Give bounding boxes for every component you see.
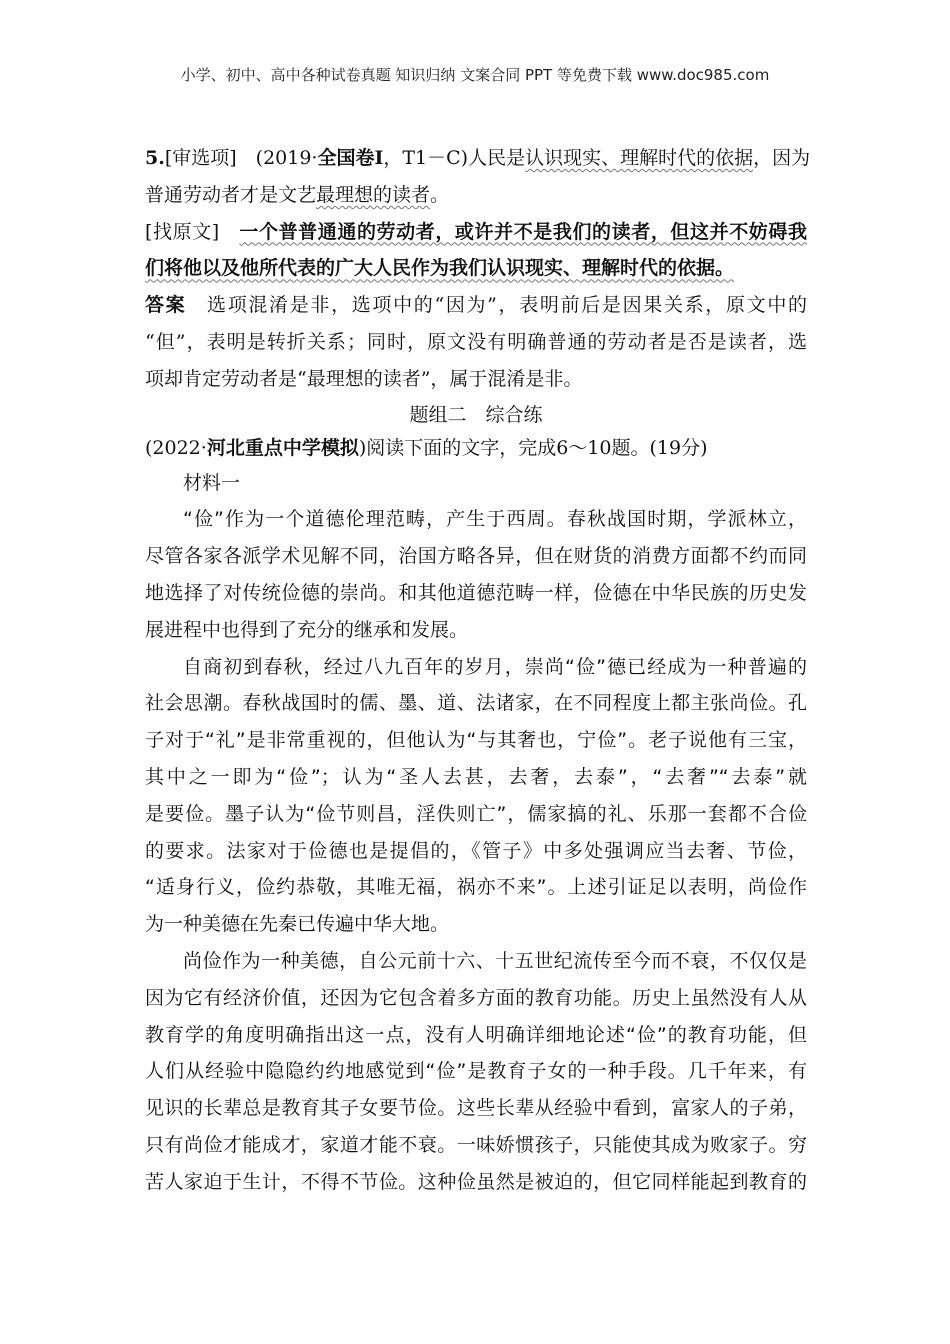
text-line [145, 722, 807, 759]
text-segment: 苦人家迫于生计，不得不节俭。这种俭虽然是被迫的，但它同样能起到教育的 [145, 1170, 807, 1193]
text-line [145, 906, 807, 943]
text-segment: 。 [430, 183, 450, 206]
page-header-banner: 小学、初中、高中各种试卷真题 知识归纳 文案合同 PPT 等免费下载 www.doc985.com [180, 66, 770, 84]
text-segment: 是要俭。墨子认为“俭节则昌，淫佚则亡”，儒家搞的礼、乐那一套都不合俭 [145, 802, 807, 825]
text-segment: 普通劳动者才是文艺 [145, 183, 317, 206]
text-segment: 题组二 综合练 [409, 403, 543, 426]
text-line [145, 649, 807, 686]
text-segment: 见识的长辈总是教育其子女要节俭。这些长辈从经验中看到，富家人的子弟， [145, 1097, 807, 1120]
text-segment: (2022· [145, 436, 207, 459]
text-line [145, 538, 807, 575]
text-segment: 因为它有经济价值，还因为它包含着多方面的教育功能。历史上虽然没有人从 [145, 986, 807, 1009]
text-line [145, 465, 807, 502]
text-line [145, 1090, 807, 1127]
text-segment: 5. [145, 147, 165, 169]
document-body [145, 140, 811, 1201]
text-line [145, 501, 807, 538]
text-segment: ，因为 [753, 147, 811, 169]
text-segment: 的要求。法家对于俭德也是提倡的，《管子》中多处强调应当去奢、节俭， [145, 839, 807, 862]
text-segment: 尚俭作为一种美德，自公元前十六、十五世纪流传至今而不衰，不仅仅是 [183, 949, 807, 972]
section-heading [145, 398, 807, 432]
text-segment: 展进程中也得到了充分的继承和发展。 [145, 618, 469, 641]
text-line [145, 1053, 807, 1090]
text-segment: 答案 [145, 294, 187, 317]
text-segment: 全国卷Ⅰ [317, 147, 384, 169]
text-line [145, 432, 807, 465]
text-line [145, 287, 807, 324]
text-segment: 河北重点中学模拟 [206, 436, 359, 459]
text-segment: 自商初到春秋，经过八九百年的岁月，崇尚“俭”德已经成为一种普遍的 [183, 655, 807, 678]
text-line [145, 1127, 807, 1164]
text-segment: [审选项] (2019· [164, 147, 318, 169]
text-line [145, 833, 807, 870]
text-segment: )阅读下面的文字，完成6～10题。(19分) [358, 436, 708, 459]
text-segment: 地选择了对传统俭德的崇尚。和其他道德范畴一样，俭德在中华民族的历史发 [145, 581, 807, 604]
text-segment: 教育学的角度明确指出这一点，没有人明确详细地论述“俭”的教育功能，但 [145, 1023, 807, 1046]
text-segment: 们将他以及他所代表的广大人民作为我们认识现实、理解时代的依据。 [145, 257, 735, 280]
text-segment: 材料一 [183, 471, 241, 494]
text-line [145, 250, 807, 287]
text-line [145, 324, 807, 361]
text-line [145, 177, 807, 214]
text-segment: 尽管各家各派学术见解不同，治国方略各异，但在财货的消费方面都不约而同 [145, 545, 807, 568]
text-segment: 一个普普通通的劳动者，或许并不是我们的读者，但这并不妨碍我 [239, 220, 807, 243]
text-segment: 项却肯定劳动者是“最理想的读者”，属于混淆是非。 [145, 367, 583, 390]
text-segment: 只有尚俭才能成才，家道才能不衰。一味娇惯孩子，只能使其成为败家子。穷 [145, 1133, 807, 1156]
text-segment: 人们从经验中隐隐约约地感觉到“俭”是教育子女的一种手段。几千年来，有 [145, 1060, 807, 1083]
text-segment: “适身行义，俭约恭敬，其唯无福，祸亦不来”。上述引证足以表明，尚俭作 [145, 876, 807, 899]
text-segment: 为一种美德在先秦已传遍中华大地。 [145, 913, 450, 936]
text-line [145, 943, 807, 980]
text-segment: 选项混淆是非，选项中的“因为”，表明前后是因果关系，原文中的 [186, 294, 807, 317]
text-segment: 社会思潮。春秋战国时的儒、墨、道、法诸家，在不同程度上都主张尚俭。孔 [145, 692, 807, 715]
text-segment: [找原文] [145, 220, 240, 243]
text-line [145, 869, 807, 906]
text-line [145, 361, 807, 398]
text-line [145, 796, 807, 833]
text-segment: 子对于“礼”是非常重视的，但他认为“与其奢也，宁俭”。老子说他有三宝， [145, 729, 807, 752]
text-segment: ，T1－C)人民是 [383, 147, 526, 169]
text-line [145, 575, 807, 612]
text-segment: “但”，表明是转折关系；同时，原文没有明确普通的劳动者是否是读者，选 [145, 330, 807, 353]
text-segment: 其中之一即为“俭”；认为“圣人去甚，去奢，去泰”，“去奢”“去泰”就 [145, 765, 807, 788]
text-line [145, 612, 807, 649]
text-line [145, 1017, 807, 1054]
text-line [145, 1164, 807, 1201]
text-line [145, 685, 807, 722]
text-line [145, 140, 811, 177]
text-line [145, 759, 807, 796]
text-segment: “俭”作为一个道德伦理范畴，产生于西周。春秋战国时期，学派林立， [183, 508, 807, 531]
text-segment: 最理想的读者 [316, 183, 431, 206]
text-line [145, 980, 807, 1017]
text-segment: 认识现实、理解时代的依据 [525, 147, 754, 169]
text-line [145, 214, 807, 251]
